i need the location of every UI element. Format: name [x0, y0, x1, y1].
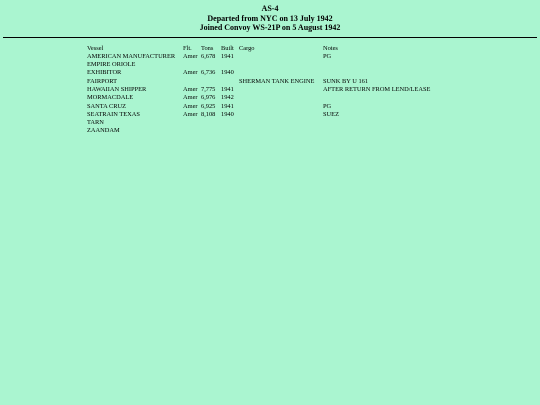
flag-cell	[182, 78, 200, 86]
cargo-cell	[238, 111, 322, 119]
flag-cell: Amer	[183, 85, 198, 93]
table-row	[86, 119, 444, 127]
cargo-cell: SHERMAN TANK ENGINE	[239, 77, 315, 85]
cargo-cell	[238, 127, 322, 135]
convoy-table	[86, 45, 444, 136]
joined-line: Joined Convoy WS-21P on 5 August 1942	[199, 23, 341, 32]
column-header-vessel: Vessel	[87, 44, 104, 52]
cargo-cell	[238, 119, 322, 127]
built-cell: 1942	[221, 94, 234, 102]
vessel-cell: ZAANDAM	[87, 127, 120, 135]
vessel-cell: EXHIBITOR	[87, 69, 122, 77]
tons-cell: 6,678	[201, 52, 216, 60]
vessel-cell: HAWAIIAN SHIPPER	[87, 85, 147, 93]
vessel-cell: AMERICAN MANUFACTURER	[87, 52, 176, 60]
vessel-cell: SEATRAIN TEXAS	[87, 110, 140, 118]
cargo-cell	[238, 53, 322, 61]
table-row	[86, 78, 444, 86]
notes-cell	[322, 69, 444, 77]
tons-cell: 6,925	[201, 102, 216, 110]
flag-cell	[182, 61, 200, 69]
table-row	[86, 86, 444, 94]
built-cell	[220, 78, 238, 86]
notes-cell: SUEZ	[323, 110, 339, 118]
flag-cell: Amer	[183, 69, 198, 77]
table-row	[86, 69, 444, 77]
flag-cell: Amer	[183, 102, 198, 110]
departure-line: Departed from NYC on 13 July 1942	[207, 13, 333, 23]
cargo-cell	[238, 61, 322, 69]
built-cell	[220, 119, 238, 127]
column-header-flag: Flt.	[183, 44, 192, 52]
table-row	[86, 61, 444, 69]
notes-cell: PG	[323, 102, 332, 110]
flag-cell: Amer	[183, 52, 198, 60]
tons-cell: 6,736	[201, 69, 216, 77]
table-row	[86, 53, 444, 61]
tons-cell	[200, 61, 220, 69]
notes-cell	[322, 127, 444, 135]
built-cell: 1941	[221, 102, 234, 110]
header-divider	[3, 37, 537, 38]
notes-cell: AFTER RETURN FROM LEND/LEASE	[323, 85, 431, 93]
table-row	[86, 127, 444, 135]
flag-cell: Amer	[183, 94, 198, 102]
built-cell: 1940	[221, 110, 234, 118]
built-cell: 1941	[221, 52, 234, 60]
notes-cell	[322, 94, 444, 102]
flag-cell	[182, 127, 200, 135]
flag-cell: Amer	[183, 110, 198, 118]
notes-cell	[322, 61, 444, 69]
built-cell	[220, 127, 238, 135]
vessel-cell: FAIRPORT	[87, 77, 118, 85]
tons-cell: 7,775	[201, 85, 216, 93]
notes-cell: SUNK BY U 161	[323, 77, 369, 85]
built-cell: 1940	[221, 69, 234, 77]
cargo-cell	[238, 103, 322, 111]
tons-cell: 8,108	[201, 110, 216, 118]
built-cell: 1941	[221, 85, 234, 93]
vessel-cell: MORMACDALE	[87, 94, 134, 102]
column-header-notes: Notes	[323, 44, 338, 52]
notes-cell: PG	[323, 52, 332, 60]
flag-cell	[182, 119, 200, 127]
convoy-title: AS-4	[261, 4, 279, 13]
table-row	[86, 111, 444, 119]
cargo-cell	[238, 69, 322, 77]
tons-cell: 6,976	[201, 94, 216, 102]
vessel-cell: TARN	[87, 119, 104, 127]
column-header-tons: Tons	[201, 44, 214, 52]
column-header-built: Built	[221, 44, 234, 52]
tons-cell	[200, 78, 220, 86]
tons-cell	[200, 119, 220, 127]
table-row	[86, 103, 444, 111]
notes-cell	[322, 119, 444, 127]
cargo-cell	[238, 94, 322, 102]
table-header-row	[86, 45, 444, 53]
column-header-cargo: Cargo	[239, 44, 255, 52]
cargo-cell	[238, 86, 322, 94]
page-header	[0, 0, 540, 33]
tons-cell	[200, 127, 220, 135]
vessel-cell: EMPIRE ORIOLE	[87, 61, 136, 69]
built-cell	[220, 61, 238, 69]
vessel-cell: SANTA CRUZ	[87, 102, 127, 110]
table-row	[86, 94, 444, 102]
